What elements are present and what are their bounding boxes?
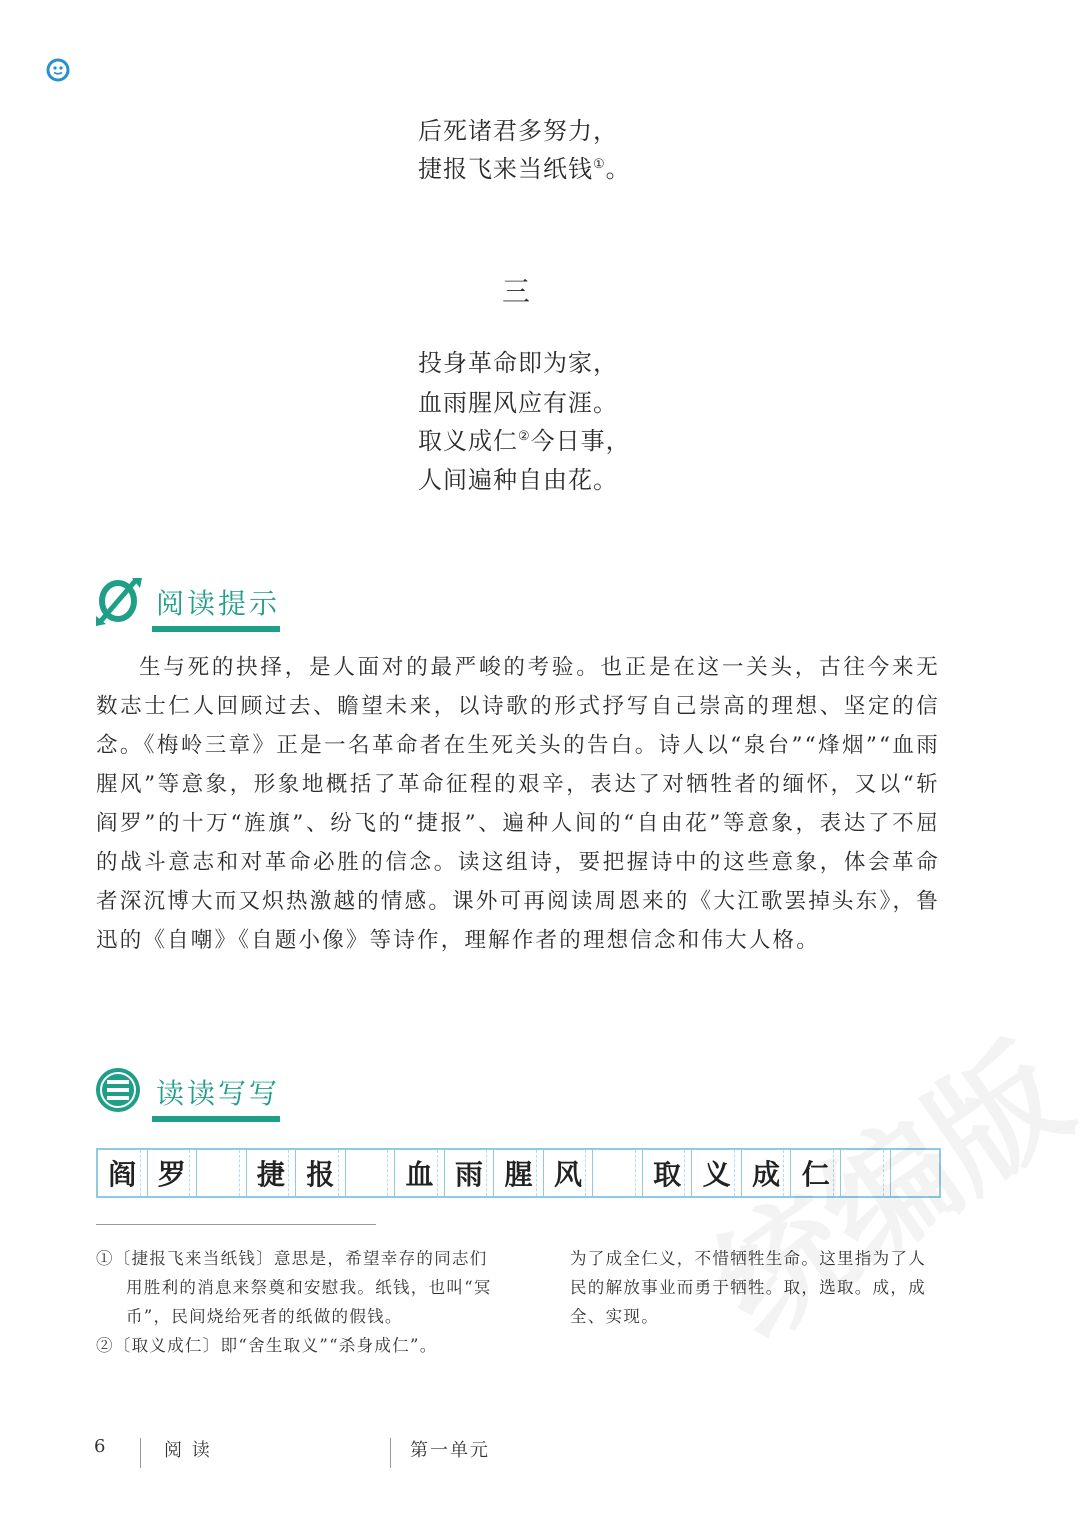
footer-unit: 第一单元 [410,1440,490,1461]
smiley-icon [46,58,70,82]
grid-cell: 成 [742,1150,792,1196]
read-write-heading [94,1064,394,1124]
grid-cell [593,1150,643,1196]
poem-line: 血雨腥风应有涯。 [418,389,618,417]
grid-cell: 风 [544,1150,594,1196]
grid-cell: 仁 [791,1150,841,1196]
reading-tips-heading [94,574,394,634]
grid-cell: 报 [296,1150,346,1196]
section-title: 读读写写 [156,1077,281,1110]
poem-line: 投身革命即为家， [418,349,618,377]
grid-cell: 雨 [445,1150,495,1196]
poem-line: 捷报飞来当纸钱①。 [418,155,631,183]
grid-cell: 捷 [247,1150,297,1196]
footnote-marker: ① [593,157,606,172]
grid-cell [197,1150,247,1196]
footer-divider [390,1438,391,1468]
section-title: 阅读提示 [156,587,281,620]
grid-cell [346,1150,396,1196]
footer-divider [140,1438,141,1468]
footnotes-left [96,1244,496,1360]
title-underline [152,1116,280,1122]
page-number: 6 [94,1436,108,1457]
poem-section-number: 三 [502,275,531,308]
poem-line: 取义成仁②今日事， [418,427,631,455]
poem-line: 人间遍种自由花。 [418,466,618,494]
grid-cell: 罗 [148,1150,198,1196]
footnote-marker: ② [518,429,531,444]
grid-cell: 血 [395,1150,445,1196]
footnote-rule [96,1224,376,1225]
reading-tips-icon [94,576,144,626]
footnote: ②〔取义成仁〕即“舍生取义”“杀身成仁”。 [96,1336,438,1355]
grid-cell: 阎 [98,1150,148,1196]
poem-line: 后死诸君多努力， [418,117,618,145]
footnote: ①〔捷报飞来当纸钱〕意思是，希望幸存的同志们用胜利的消息来祭奠和安慰我。纸钱，也叫“冥币”，民间烧给死者的纸做的假钱。 [96,1249,492,1326]
grid-cell: 义 [692,1150,742,1196]
list-lines-icon [94,1066,142,1114]
grid-cell: 取 [643,1150,693,1196]
footnote-continued: 为了成全仁义，不惜牺牲生命。这里指为了人民的解放事业而勇于牺牲。取，选取。成，成全、实现。 [570,1249,926,1326]
footer-section: 阅 读 [164,1440,212,1461]
title-underline [152,626,280,632]
reading-tips-text: 生与死的抉择，是人面对的最严峻的考验。也正是在这一关头，古往今来无数志士仁人回顾过去、瞻望未来，以诗歌的形式抒写自己崇高的理想、坚定的信念。《梅岭三章》正是一名革命者在生死关头的告白。诗人以“泉台”“烽烟”“血雨腥风”等意象，形象地概括了革命征程的艰辛，表达了对牺牲者的缅怀，又以“斩阎罗”的十万“旌旗”、纷飞的“捷报”、遍种人间的“自由花”等意象，表达了不屈的战斗意志和对革命必胜的信念。读这组诗，要把握诗中的这些意象，体会革命者深沉博大而又炽热激越的情感。课外可再阅读周恩来的《大江歌罢掉头东》，鲁迅的《自嘲》《自题小像》等诗作，理解作者的理想信念和伟大人格。 [96,655,940,953]
grid-cell: 腥 [494,1150,544,1196]
